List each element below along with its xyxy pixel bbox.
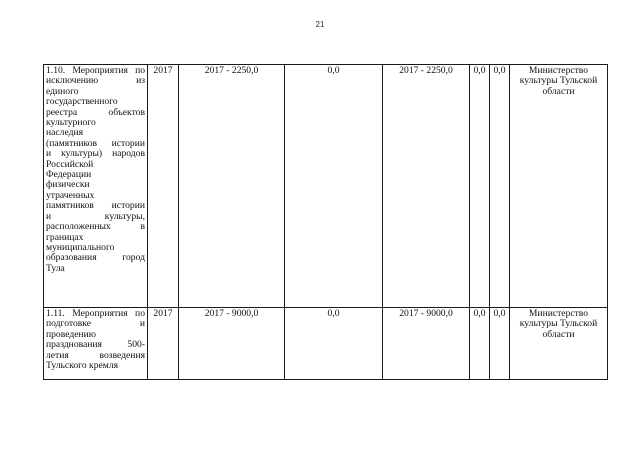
total-funding-cell: 2017 - 9000,0 xyxy=(179,308,285,380)
page-number: 21 xyxy=(315,20,325,29)
activity-name-line: культурного xyxy=(46,117,96,129)
activity-name-line: государственного xyxy=(46,96,118,108)
activity-name-line: образования город xyxy=(46,252,145,264)
activity-name-line: Российской xyxy=(46,158,94,170)
activity-name-line: Тульского кремля xyxy=(46,360,119,372)
activity-name-line: физически xyxy=(46,179,90,191)
activity-name-line: наследия xyxy=(46,127,83,139)
activity-name-line: границах xyxy=(46,231,84,243)
activity-name-cell xyxy=(44,65,148,308)
activity-name-line: подготовке и xyxy=(46,318,145,330)
activity-name-line: 1.11. Мероприятия по xyxy=(46,308,145,319)
activity-name-line: и культуры) народов xyxy=(46,148,145,160)
funding-cell: 0,0 xyxy=(490,65,510,308)
funding-cell: 0,0 xyxy=(285,65,383,308)
activity-name-line: проведению xyxy=(46,328,96,340)
year-cell: 2017 xyxy=(148,308,179,380)
year-cell: 2017 xyxy=(148,65,179,308)
activity-name-line: расположенных в xyxy=(46,221,145,233)
funding-cell: 2017 - 9000,0 xyxy=(383,308,470,380)
table-row xyxy=(44,308,608,380)
activity-name-line: памятников истории xyxy=(46,200,145,212)
activity-name-line: муниципального xyxy=(46,241,115,253)
activity-name-line: празднования 500- xyxy=(46,339,145,351)
funding-cell: 0,0 xyxy=(285,308,383,380)
funding-cell: 0,0 xyxy=(470,65,490,308)
activity-name-line: и культуры, xyxy=(46,210,145,222)
funding-cell: 2017 - 2250,0 xyxy=(383,65,470,308)
funding-cell: 0,0 xyxy=(470,308,490,380)
activity-name-line: Федерации xyxy=(46,169,92,181)
executor-cell: Министерство культуры Тульской области xyxy=(510,308,608,380)
activity-name-line: единого xyxy=(46,85,79,97)
funding-cell: 0,0 xyxy=(490,308,510,380)
activity-name-cell xyxy=(44,308,148,380)
executor-cell: Министерство культуры Тульской области xyxy=(510,65,608,308)
activity-name-line: летия возведения xyxy=(46,349,145,361)
activity-name-line: исключению из xyxy=(46,75,145,87)
activities-table xyxy=(43,64,608,380)
activity-name-line: (памятников истории xyxy=(46,137,145,149)
activity-name-line: утраченных xyxy=(46,189,95,201)
total-funding-cell: 2017 - 2250,0 xyxy=(179,65,285,308)
activity-name-line: 1.10. Мероприятия по xyxy=(46,65,145,76)
activity-name-line: реестра объектов xyxy=(46,106,145,118)
table-row xyxy=(44,65,608,308)
activity-name-line: Тула xyxy=(46,262,65,274)
